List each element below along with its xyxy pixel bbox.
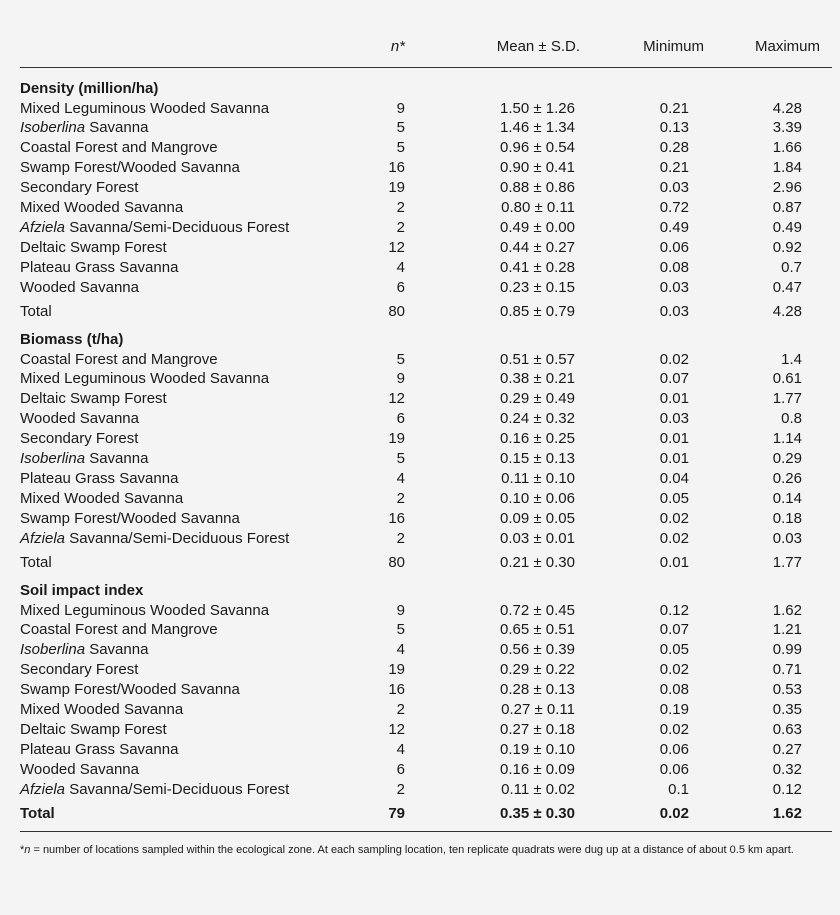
cell-mean-sd: 0.21 ± 0.30: [500, 553, 575, 571]
row-label: [20, 740, 178, 760]
cell-n: 9: [396, 601, 405, 619]
row-label-text: Wooded Savanna: [20, 410, 139, 428]
table-row: [0, 409, 840, 429]
cell-n: 9: [396, 99, 405, 117]
cell-n: 80: [388, 553, 405, 571]
cell-n: 80: [388, 302, 405, 320]
cell-n: 19: [388, 179, 405, 197]
table-row: [0, 489, 840, 509]
cell-n: 16: [388, 681, 405, 699]
cell-minimum: 0.06: [659, 741, 689, 759]
cell-maximum: 0.27: [772, 741, 802, 759]
row-label: [20, 99, 269, 119]
table-row: [0, 350, 840, 370]
row-label: [20, 760, 139, 780]
header-rule: [20, 67, 832, 68]
cell-maximum: 0.61: [772, 370, 802, 388]
table-row: [0, 740, 840, 760]
cell-minimum: 0.49: [659, 219, 689, 237]
row-label-text: Mixed Wooded Savanna: [20, 199, 184, 217]
cell-n: 6: [396, 761, 405, 779]
footnote: [20, 844, 825, 857]
row-label-text: Savanna/Semi-Deciduous Forest: [65, 530, 290, 548]
row-label: [20, 804, 55, 824]
cell-mean-sd: 0.15 ± 0.13: [500, 450, 575, 468]
table-row: [0, 238, 840, 258]
bottom-rule: [20, 831, 832, 832]
table-header: [0, 37, 840, 57]
cell-minimum: 0.03: [659, 302, 689, 320]
cell-maximum: 0.26: [772, 470, 802, 488]
row-label: [20, 258, 178, 278]
cell-maximum: 0.35: [772, 701, 802, 719]
cell-maximum: 0.14: [772, 490, 802, 508]
row-label: [20, 700, 183, 720]
row-label-genus: Afziela: [20, 219, 66, 237]
cell-maximum: 0.47: [772, 279, 802, 297]
row-label-text: Plateau Grass Savanna: [20, 259, 179, 277]
cell-mean-sd: 0.85 ± 0.79: [500, 302, 575, 320]
cell-mean-sd: 0.09 ± 0.05: [500, 510, 575, 528]
cell-mean-sd: 0.49 ± 0.00: [500, 219, 575, 237]
row-label: [20, 640, 148, 660]
cell-maximum: 1.62: [772, 601, 802, 619]
cell-n: 19: [388, 430, 405, 448]
row-label-text: Coastal Forest and Mangrove: [20, 621, 218, 639]
table-row: [0, 780, 840, 800]
footnote-n-symbol: n: [24, 844, 31, 856]
table-row: [0, 278, 840, 298]
cell-maximum: 3.39: [772, 119, 802, 137]
row-label: [20, 369, 269, 389]
cell-minimum: 0.12: [659, 601, 689, 619]
row-label: [20, 680, 240, 700]
cell-n: 4: [396, 470, 405, 488]
cell-n: 2: [396, 701, 405, 719]
table-row: [0, 760, 840, 780]
row-label-text: Total: [20, 804, 55, 822]
cell-minimum: 0.03: [659, 179, 689, 197]
section-title: Biomass (t/ha): [20, 331, 124, 348]
cell-mean-sd: 0.28 ± 0.13: [500, 681, 575, 699]
row-label-text: Total: [20, 553, 52, 571]
row-label-text: Savanna/Semi-Deciduous Forest: [65, 781, 290, 799]
cell-maximum: 0.99: [772, 641, 802, 659]
row-label-text: Swamp Forest/Wooded Savanna: [20, 510, 240, 528]
table-row: [0, 99, 840, 119]
cell-maximum: 1.14: [772, 430, 802, 448]
table-row: [0, 198, 840, 218]
section-title-row: [0, 79, 840, 99]
cell-n: 4: [396, 741, 405, 759]
table-row: [0, 529, 840, 549]
cell-maximum: 0.18: [772, 510, 802, 528]
header-minimum: Minimum: [643, 38, 704, 55]
cell-minimum: 0.06: [659, 761, 689, 779]
cell-mean-sd: 0.72 ± 0.45: [500, 601, 575, 619]
cell-mean-sd: 0.16 ± 0.09: [500, 761, 575, 779]
row-label-text: Coastal Forest and Mangrove: [20, 139, 218, 157]
row-label-text: Plateau Grass Savanna: [20, 741, 179, 759]
cell-minimum: 0.07: [659, 370, 689, 388]
row-label: [20, 409, 139, 429]
cell-mean-sd: 1.46 ± 1.34: [500, 119, 575, 137]
row-label: [20, 429, 138, 449]
cell-n: 9: [396, 370, 405, 388]
table-row: [0, 138, 840, 158]
total-row: [0, 804, 840, 824]
table-row: [0, 469, 840, 489]
cell-mean-sd: 0.44 ± 0.27: [500, 239, 575, 257]
cell-n: 5: [396, 119, 405, 137]
row-label: [20, 553, 52, 573]
cell-n: 2: [396, 530, 405, 548]
cell-maximum: 0.87: [772, 199, 802, 217]
row-label-text: Savanna: [85, 641, 149, 659]
cell-minimum: 0.02: [659, 721, 689, 739]
row-label-text: Coastal Forest and Mangrove: [20, 350, 218, 368]
table-row: [0, 218, 840, 238]
row-label: [20, 620, 218, 640]
row-label-text: Mixed Leguminous Wooded Savanna: [20, 370, 270, 388]
table-row: [0, 258, 840, 278]
row-label: [20, 278, 139, 298]
header-n: n*: [390, 38, 405, 55]
row-label-text: Savanna: [85, 450, 149, 468]
footnote-text: = number of locations sampled within the ecological zone. At each sampling location, ten replicate quadrats were dug up at a distance of about 0.5 km apart.: [30, 844, 794, 856]
cell-mean-sd: 0.10 ± 0.06: [500, 490, 575, 508]
cell-minimum: 0.28: [659, 139, 689, 157]
cell-mean-sd: 0.80 ± 0.11: [501, 199, 575, 217]
cell-minimum: 0.1: [668, 781, 689, 799]
cell-n: 16: [388, 159, 405, 177]
row-label: [20, 302, 52, 322]
cell-mean-sd: 0.03 ± 0.01: [500, 530, 575, 548]
row-label-genus: Isoberlina: [20, 119, 86, 137]
cell-minimum: 0.01: [659, 390, 689, 408]
cell-n: 2: [396, 219, 405, 237]
cell-maximum: 1.77: [772, 553, 802, 571]
cell-mean-sd: 0.19 ± 0.10: [500, 741, 575, 759]
cell-minimum: 0.21: [659, 99, 689, 117]
cell-maximum: 0.53: [772, 681, 802, 699]
table-row: [0, 680, 840, 700]
cell-n: 12: [388, 239, 405, 257]
cell-mean-sd: 0.11 ± 0.02: [501, 781, 575, 799]
row-label: [20, 780, 289, 800]
table-row: [0, 429, 840, 449]
cell-maximum: 0.71: [772, 661, 802, 679]
cell-minimum: 0.02: [659, 510, 689, 528]
table-row: [0, 601, 840, 621]
cell-minimum: 0.01: [659, 430, 689, 448]
cell-minimum: 0.03: [659, 279, 689, 297]
row-label-genus: Isoberlina: [20, 641, 86, 659]
cell-minimum: 0.13: [659, 119, 689, 137]
cell-mean-sd: 0.56 ± 0.39: [500, 641, 575, 659]
cell-mean-sd: 0.38 ± 0.21: [500, 370, 575, 388]
row-label-text: Savanna/Semi-Deciduous Forest: [65, 219, 290, 237]
cell-maximum: 0.32: [772, 761, 802, 779]
cell-n: 79: [388, 804, 405, 822]
row-label-genus: Afziela: [20, 530, 66, 548]
cell-maximum: 4.28: [772, 99, 802, 117]
row-label-text: Wooded Savanna: [20, 279, 139, 297]
row-label-text: Plateau Grass Savanna: [20, 470, 179, 488]
cell-n: 2: [396, 490, 405, 508]
cell-mean-sd: 0.65 ± 0.51: [500, 621, 575, 639]
row-label-text: Deltaic Swamp Forest: [20, 390, 167, 408]
section-title: Soil impact index: [20, 582, 144, 599]
row-label-text: Swamp Forest/Wooded Savanna: [20, 159, 240, 177]
table-row: [0, 158, 840, 178]
row-label-text: Secondary Forest: [20, 661, 139, 679]
row-label-text: Swamp Forest/Wooded Savanna: [20, 681, 240, 699]
table-row: [0, 369, 840, 389]
cell-minimum: 0.04: [659, 470, 689, 488]
table-row: [0, 660, 840, 680]
row-label: [20, 238, 167, 258]
cell-minimum: 0.03: [659, 410, 689, 428]
table-row: [0, 389, 840, 409]
cell-minimum: 0.05: [659, 490, 689, 508]
cell-maximum: 0.92: [772, 239, 802, 257]
row-label: [20, 720, 167, 740]
cell-n: 19: [388, 661, 405, 679]
cell-minimum: 0.07: [659, 621, 689, 639]
cell-minimum: 0.08: [659, 681, 689, 699]
cell-maximum: 4.28: [772, 302, 802, 320]
total-row: [0, 302, 840, 322]
row-label-text: Secondary Forest: [20, 430, 139, 448]
cell-mean-sd: 0.27 ± 0.18: [500, 721, 575, 739]
cell-mean-sd: 0.41 ± 0.28: [500, 259, 575, 277]
cell-maximum: 1.77: [772, 390, 802, 408]
row-label-text: Savanna: [85, 119, 149, 137]
cell-maximum: 1.84: [772, 159, 802, 177]
cell-maximum: 1.4: [781, 350, 802, 368]
cell-mean-sd: 0.29 ± 0.22: [500, 661, 575, 679]
cell-minimum: 0.02: [659, 661, 689, 679]
cell-maximum: 0.12: [772, 781, 802, 799]
row-label: [20, 118, 148, 138]
footnote-mark: *: [20, 844, 25, 856]
row-label: [20, 529, 289, 549]
cell-minimum: 0.01: [659, 553, 689, 571]
table-row: [0, 640, 840, 660]
row-label: [20, 158, 240, 178]
row-label: [20, 449, 148, 469]
cell-maximum: 1.21: [772, 621, 802, 639]
total-row: [0, 553, 840, 573]
cell-n: 5: [396, 350, 405, 368]
row-label-genus: Isoberlina: [20, 450, 86, 468]
row-label: [20, 218, 289, 238]
cell-mean-sd: 0.88 ± 0.86: [500, 179, 575, 197]
cell-minimum: 0.21: [659, 159, 689, 177]
row-label: [20, 138, 218, 158]
cell-n: 5: [396, 139, 405, 157]
row-label-text: Deltaic Swamp Forest: [20, 721, 167, 739]
row-label: [20, 509, 240, 529]
row-label-text: Mixed Wooded Savanna: [20, 701, 184, 719]
cell-mean-sd: 0.23 ± 0.15: [500, 279, 575, 297]
row-label: [20, 350, 218, 370]
cell-n: 12: [388, 390, 405, 408]
cell-minimum: 0.05: [659, 641, 689, 659]
cell-mean-sd: 0.51 ± 0.57: [500, 350, 575, 368]
table-row: [0, 178, 840, 198]
row-label: [20, 660, 138, 680]
row-label-text: Wooded Savanna: [20, 761, 139, 779]
cell-n: 2: [396, 781, 405, 799]
cell-minimum: 0.06: [659, 239, 689, 257]
cell-maximum: 0.7: [781, 259, 802, 277]
cell-minimum: 0.19: [659, 701, 689, 719]
cell-n: 5: [396, 450, 405, 468]
row-label: [20, 178, 138, 198]
cell-n: 5: [396, 621, 405, 639]
cell-minimum: 0.01: [659, 450, 689, 468]
cell-n: 12: [388, 721, 405, 739]
cell-mean-sd: 0.27 ± 0.11: [501, 701, 575, 719]
header-maximum: Maximum: [754, 38, 820, 55]
row-label: [20, 601, 269, 621]
table-row: [0, 720, 840, 740]
cell-mean-sd: 0.24 ± 0.32: [500, 410, 575, 428]
row-label-text: Total: [20, 302, 52, 320]
cell-maximum: 0.29: [772, 450, 802, 468]
cell-maximum: 0.63: [772, 721, 802, 739]
cell-minimum: 0.02: [659, 530, 689, 548]
cell-maximum: 1.66: [772, 139, 802, 157]
cell-mean-sd: 0.16 ± 0.25: [500, 430, 575, 448]
row-label: [20, 469, 178, 489]
cell-maximum: 0.03: [772, 530, 802, 548]
table-row: [0, 509, 840, 529]
cell-n: 16: [388, 510, 405, 528]
section-title-row: [0, 581, 840, 601]
cell-n: 2: [396, 199, 405, 217]
row-label-text: Secondary Forest: [20, 179, 139, 197]
cell-minimum: 0.72: [659, 199, 689, 217]
row-label-genus: Afziela: [20, 781, 66, 799]
cell-n: 6: [396, 410, 405, 428]
row-label-text: Deltaic Swamp Forest: [20, 239, 167, 257]
cell-maximum: 0.8: [781, 410, 802, 428]
row-label-text: Mixed Wooded Savanna: [20, 490, 184, 508]
row-label: [20, 198, 183, 218]
table-row: [0, 700, 840, 720]
cell-mean-sd: 0.29 ± 0.49: [500, 390, 575, 408]
row-label: [20, 389, 167, 409]
cell-mean-sd: 0.35 ± 0.30: [500, 804, 575, 822]
table-row: [0, 620, 840, 640]
cell-mean-sd: 0.11 ± 0.10: [501, 470, 575, 488]
row-label-text: Mixed Leguminous Wooded Savanna: [20, 601, 270, 619]
cell-maximum: 1.62: [772, 804, 802, 822]
section-title-row: [0, 330, 840, 350]
section-title: Density (million/ha): [20, 80, 159, 97]
cell-n: 4: [396, 259, 405, 277]
cell-n: 4: [396, 641, 405, 659]
cell-mean-sd: 0.90 ± 0.41: [500, 159, 575, 177]
cell-mean-sd: 1.50 ± 1.26: [500, 99, 575, 117]
row-label: [20, 489, 183, 509]
row-label-text: Mixed Leguminous Wooded Savanna: [20, 99, 270, 117]
cell-maximum: 0.49: [772, 219, 802, 237]
cell-minimum: 0.02: [659, 804, 689, 822]
table-row: [0, 118, 840, 138]
cell-maximum: 2.96: [772, 179, 802, 197]
cell-mean-sd: 0.96 ± 0.54: [500, 139, 575, 157]
header-mean-sd: Mean ± S.D.: [496, 38, 580, 55]
cell-minimum: 0.02: [659, 350, 689, 368]
cell-n: 6: [396, 279, 405, 297]
cell-minimum: 0.08: [659, 259, 689, 277]
table-row: [0, 449, 840, 469]
